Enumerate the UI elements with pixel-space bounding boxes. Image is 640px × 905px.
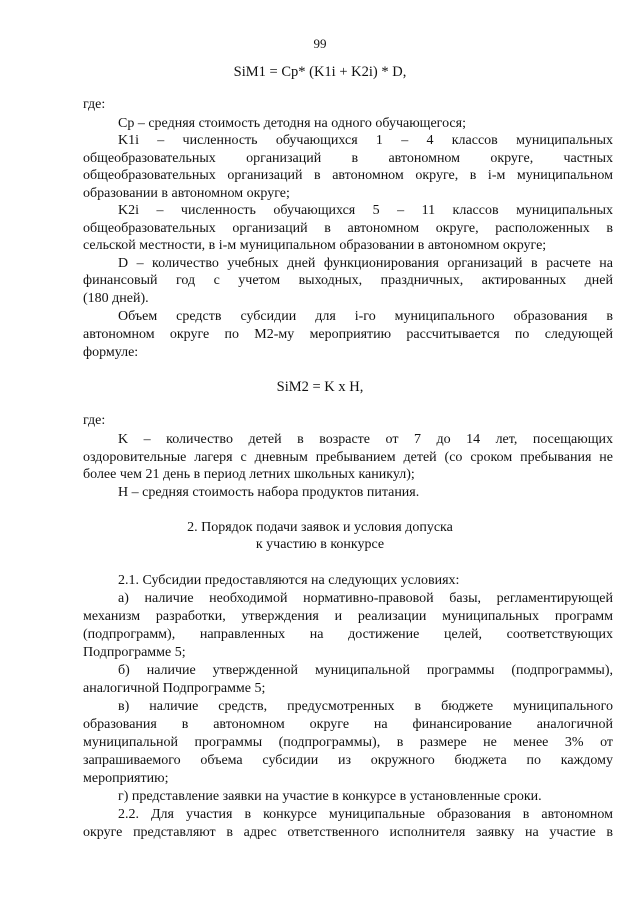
volume-paragraph-line: Объем средств субсидии для i-го муниципального образования в bbox=[118, 309, 613, 324]
def-k1-line: общеобразовательных организаций в автономном округе, в i-м муниципальном bbox=[83, 168, 613, 183]
formula-1: SiM1 = Cp* (K1i + K2i) * D, bbox=[233, 64, 407, 80]
condition-a-line: (подпрограмм), направленных на достижение целей, соответствующих bbox=[83, 627, 613, 642]
condition-a-line: а) наличие необходимой нормативно-правовой базы, регламентирующей bbox=[118, 591, 613, 606]
def-d-line: D – количество учебных дней функционирования организаций в расчете на bbox=[118, 256, 613, 271]
condition-v-line: в) наличие средств, предусмотренных в бюджете муниципального bbox=[118, 699, 613, 714]
def-k1-line: образовании в автономном округе; bbox=[83, 186, 290, 201]
def-d-line: (180 дней). bbox=[83, 291, 149, 306]
def-k-line: более чем 21 день в период летних школьных каникул); bbox=[83, 467, 415, 482]
def-k1-line: общеобразовательных организаций в автономном округе, частных bbox=[83, 151, 613, 166]
def-d-line: финансовый год с учетом выходных, праздничных, актированных дней bbox=[83, 273, 613, 288]
volume-paragraph-line: автономном округе по M2-му мероприятию рассчитывается по следующей bbox=[83, 327, 613, 342]
volume-paragraph-line: формуле: bbox=[83, 345, 139, 360]
section-title: 2. Порядок подачи заявок и условия допуска bbox=[187, 520, 453, 535]
def-k2-line: K2i – численность обучающихся 5 – 11 классов муниципальных bbox=[118, 203, 613, 218]
condition-a-line: Подпрограмме 5; bbox=[83, 645, 186, 660]
condition-v-line: образования в автономном округе на финансирование аналогичной bbox=[83, 717, 613, 732]
condition-a-line: механизм разработки, утверждения и реализации муниципальных программ bbox=[83, 609, 613, 624]
where-label-2: где: bbox=[83, 413, 106, 428]
paragraph-2-2-line: 2.2. Для участия в конкурсе муниципальные образования в автономном bbox=[118, 807, 613, 822]
condition-v-line: муниципальной программы (подпрограммы), в размере не менее 3% от bbox=[83, 735, 613, 750]
page-number: 99 bbox=[313, 36, 327, 51]
def-cp-line: Cр – средняя стоимость детодня на одного обучающегося; bbox=[118, 116, 466, 131]
paragraph-2-1: 2.1. Субсидии предоставляются на следующих условиях: bbox=[118, 573, 460, 588]
paragraph-2-2-line: округе представляют в адрес ответственного исполнителя заявку на участие в bbox=[83, 825, 613, 840]
condition-b-line: аналогичной Подпрограмме 5; bbox=[83, 681, 266, 696]
def-h-line: H – средняя стоимость набора продуктов питания. bbox=[118, 485, 420, 500]
formula-2: SiM2 = K x H, bbox=[276, 379, 364, 395]
section-title: к участию в конкурсе bbox=[255, 537, 385, 552]
def-k2-line: сельской местности, в i-м муниципальном образовании в автономном округе; bbox=[83, 238, 547, 253]
condition-b-line: б) наличие утвержденной муниципальной программы (подпрограммы), bbox=[118, 663, 613, 678]
def-k2-line: общеобразовательных организаций в автономном округе, расположенных в bbox=[83, 221, 613, 236]
condition-g-line: г) представление заявки на участие в конкурсе в установленные сроки. bbox=[118, 789, 542, 804]
where-label-1: где: bbox=[83, 97, 106, 112]
def-k-line: оздоровительные лагеря с дневным пребыванием детей (со сроком пребывания не bbox=[83, 450, 613, 465]
def-k-line: K – количество детей в возрасте от 7 до 14 лет, посещающих bbox=[118, 432, 613, 447]
condition-v-line: запрашиваемого объема субсидии из окружного бюджета по каждому bbox=[83, 753, 613, 768]
condition-v-line: мероприятию; bbox=[83, 771, 169, 786]
def-k1-line: K1i – численность обучающихся 1 – 4 классов муниципальных bbox=[118, 133, 613, 148]
